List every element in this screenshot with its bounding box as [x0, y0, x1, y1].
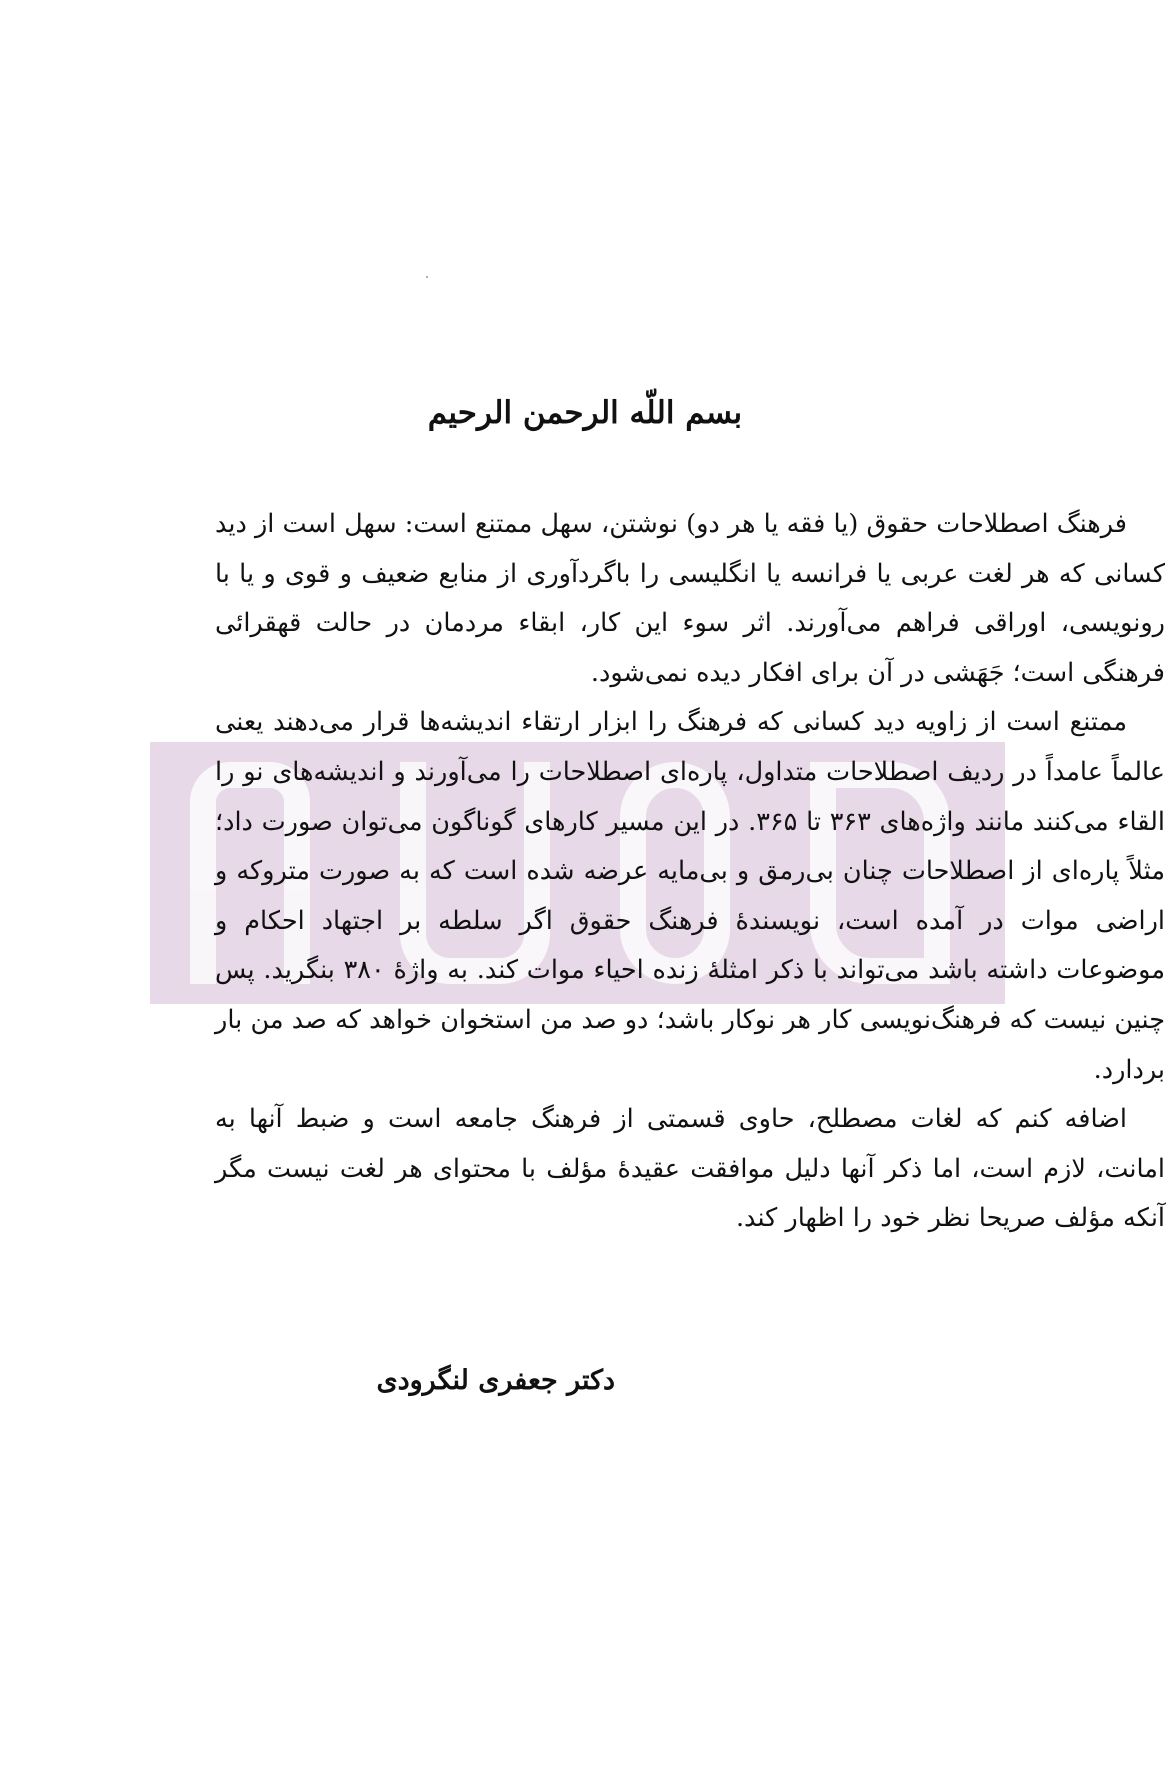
paragraph: فرهنگ اصطلاحات حقوق (يا فقه يا هر دو) نوشتن، سهل ممتنع است: سهل است از ديد كسانی كه هر لغت عربی يا فرانسه يا انگليسی را باگردآوری از منابع ضعيف و قوی و يا با رونويسی، اوراقی فراهم می‌آورند. اثر سوء اين كار، ابقاء مردمان در حالت قهقرائی فرهنگی است؛ جَهَشی در آن برای افكار ديده نمی‌شود. [215, 509, 1165, 688]
scan-speck [426, 276, 428, 278]
body-text [215, 500, 1165, 1244]
paragraph: اضافه كنم كه لغات مصطلح، حاوی قسمتی از فرهنگ جامعه است و ضبط آنها به امانت، لازم است، اما ذكر آنها دليل موافقت عقيدهٔ مؤلف با محتوای هر لغت نيست مگر آنكه مؤلف صريحا نظر خود را اظهار كند. [215, 1104, 1165, 1234]
paragraph: ممتنع است از زاويه ديد كسانی كه فرهنگ را ابزار ارتقاء انديشه‌ها قرار می‌دهند يعنی عالماً عامداً در رديف اصطلاحات متداول، پاره‌ای اصطلاحات را می‌آورند و انديشه‌های نو را القاء می‌كنند مانند واژه‌های ۳۶۳ تا ۳۶۵. در اين مسير كارهای گوناگون می‌توان صورت داد؛ مثلاً پاره‌ای از اصطلاحات چنان بی‌رمق و بی‌مايه عرضه شده است كه به صورت متروكه و اراضی موات در آمده است، نويسندهٔ فرهنگ حقوق اگر سلطه بر اجتهاد احكام و موضوعات داشته باشد می‌تواند با ذكر امثلهٔ زنده احياء موات كند. به واژهٔ ۳۸۰ بنگريد. پس چنين نيست كه فرهنگ‌نويسی كار هر نوكار باشد؛ دو صد من استخوان خواهد كه صد من بار بردارد. [215, 707, 1165, 1085]
page-heading: بسم اللّه الرحمن الرحيم [427, 395, 743, 431]
author-signature: دكتر جعفری لنگرودی [376, 1365, 615, 1396]
